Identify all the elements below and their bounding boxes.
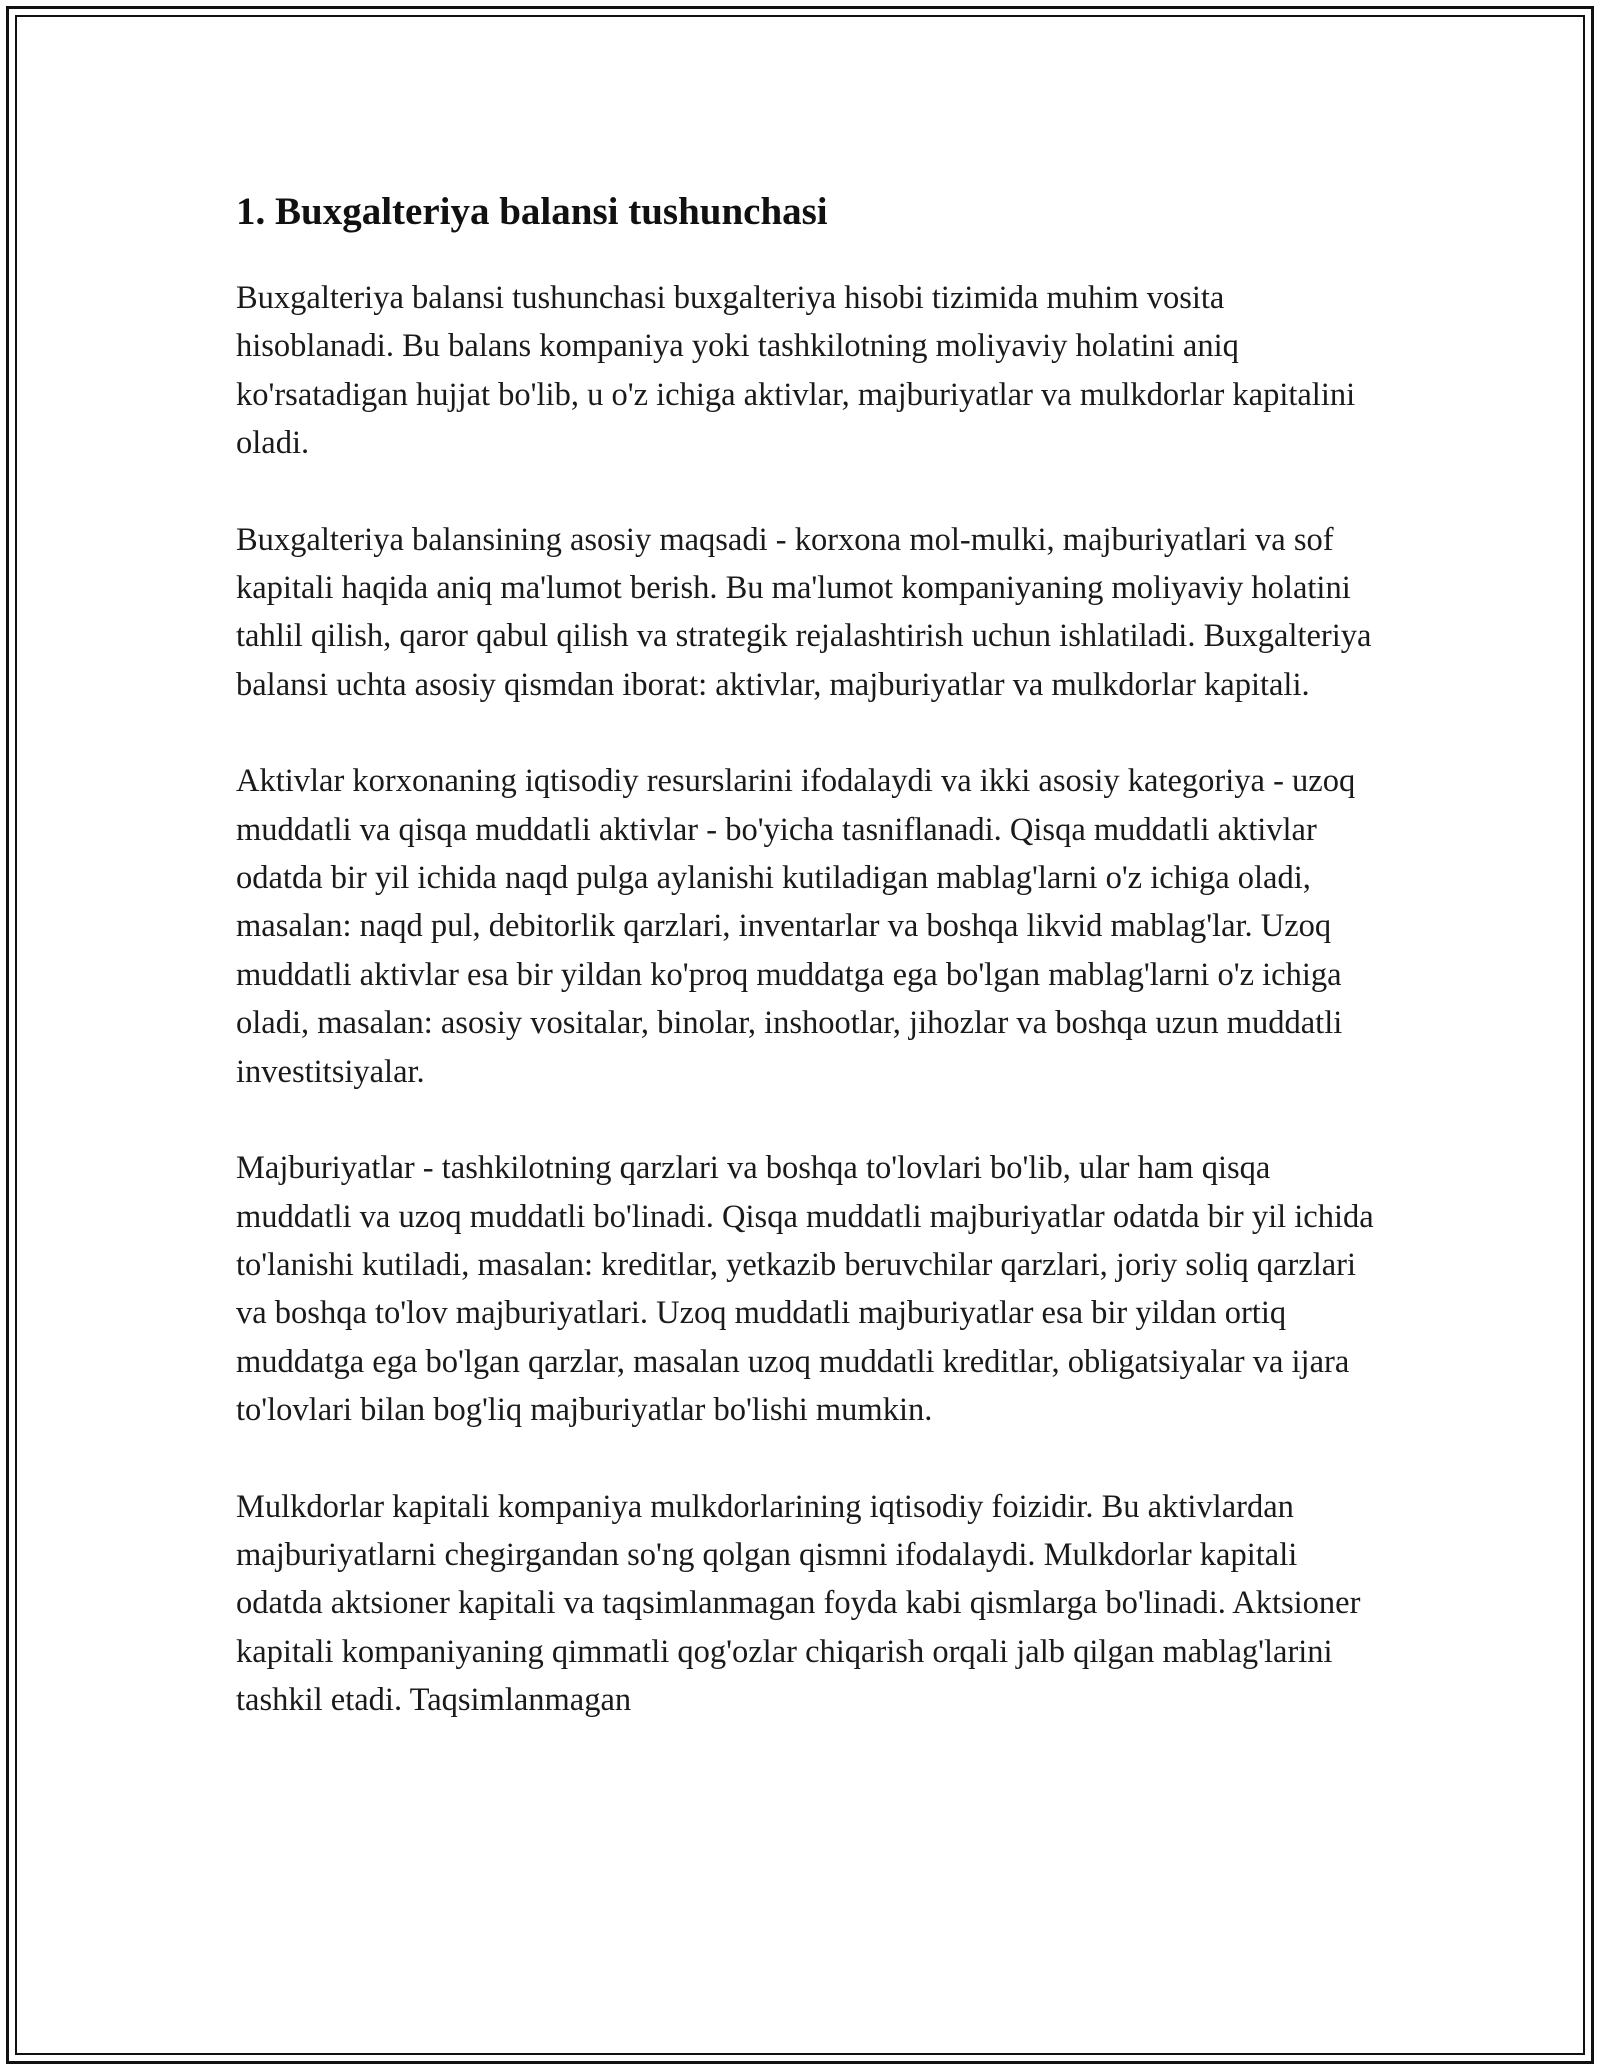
document-body	[236, 186, 1386, 1773]
paragraph-liabilities: Majburiyatlar - tashkilotning qarzlari va boshqa to'lovlari bo'lib, ular ham qisqa muddatli va uzoq muddatli bo'linadi. Qisqa muddatli majburiyatlar odatda bir yil ichida to'lanishi kutiladi, masalan: kreditlar, yetkazib beruvchilar qarzlari, joriy soliq qarzlari va boshqa to'lov majburiyatlari. Uzoq muddatli majburiyatlar esa bir yildan ortiq muddatga ega bo'lgan qarzlar, masalan uzoq muddatli kreditlar, obligatsiyalar va ijara to'lovlari bilan bog'liq majburiyatlar bo'lishi mumkin.	[236, 1150, 1374, 1429]
paragraph-intro: Buxgalteriya balansi tushunchasi buxgalteriya hisobi tizimida muhim vosita hisoblanadi. Bu balans kompaniya yoki tashkilotning moliyaviy holatini aniq ko'rsatadigan hujjat bo'lib, u o'z ichiga aktivlar, majburiyatlar va mulkdorlar kapitalini oladi.	[236, 280, 1356, 462]
paragraph-equity: Mulkdorlar kapitali kompaniya mulkdorlarining iqtisodiy foizidir. Bu aktivlardan majburiyatlarni chegirgandan so'ng qolgan qismni ifodalaydi. Mulkdorlar kapitali odatda aktsioner kapitali va taqsimlanmagan foyda kabi qismlarga bo'linadi. Aktsioner kapitali kompaniyaning qimmatli qog'ozlar chiqarish orqali jalb qilgan mablag'larini tashkil etadi. Taqsimlanmagan	[236, 1488, 1361, 1719]
paragraph-assets: Aktivlar korxonaning iqtisodiy resurslarini ifodalaydi va ikki asosiy kategoriya - uzoq muddatli va qisqa muddatli aktivlar - bo'yicha tasniflanadi. Qisqa muddatli aktivlar odatda bir yil ichida naqd pulga aylanishi kutiladigan mablag'larni o'z ichiga oladi, masalan: naqd pul, debitorlik qarzlari, inventarlar va boshqa likvid mablag'lar. Uzoq muddatli aktivlar esa bir yildan ko'proq muddatga ega bo'lgan mablag'larni o'z ichiga oladi, masalan: asosiy vositalar, binolar, inshootlar, jihozlar va boshqa uzun muddatli investitsiyalar.	[236, 763, 1356, 1090]
paragraph-purpose: Buxgalteriya balansining asosiy maqsadi - korxona mol-mulki, majburiyatlari va sof kapitali haqida aniq ma'lumot berish. Bu ma'lumot kompaniyaning moliyaviy holatini tahlil qilish, qaror qabul qilish va strategik rejalashtirish uchun ishlatiladi. Buxgalteriya balansi uchta asosiy qismdan iborat: aktivlar, majburiyatlar va mulkdorlar kapitali.	[236, 521, 1372, 703]
section-heading: 1. Buxgalteriya balansi tushunchasi	[236, 190, 828, 233]
